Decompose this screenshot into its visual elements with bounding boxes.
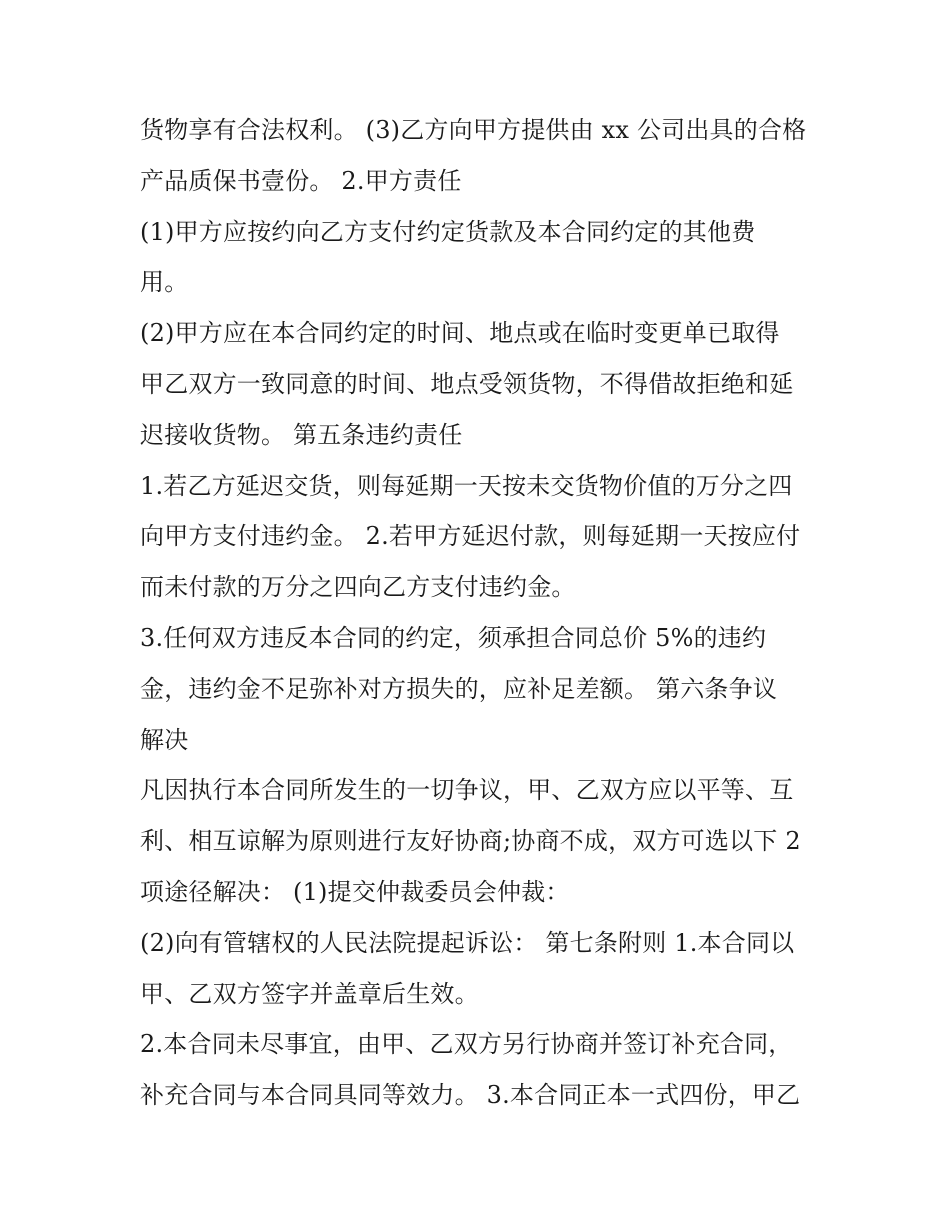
text-line: 3.任何双方违反本合同的约定，须承担合同总价 5%的违约 [140, 623, 767, 652]
text-line: 补充合同与本合同具同等效力。 3.本合同正本一式四份，甲乙 [140, 1081, 801, 1110]
text-line: 用。 [140, 268, 189, 297]
text-line: 金，违约金不足弥补对方损失的，应补足差额。 第六条争议 [140, 674, 778, 703]
text-line: (2)向有管辖权的人民法院提起诉讼： 第七条附则 1.本合同以 [140, 928, 795, 957]
text-line: 甲、乙双方签字并盖章后生效。 [140, 979, 479, 1008]
text-line: (2)甲方应在本合同约定的时间、地点或在临时变更单已取得 [140, 319, 780, 348]
text-line: 利、相互谅解为原则进行友好协商;协商不成，双方可选以下 2 [140, 827, 801, 856]
text-line: 货物享有合法权利。 (3)乙方向甲方提供由 xx 公司出具的合格 [140, 116, 807, 144]
text-line: 凡因执行本合同所发生的一切争议，甲、乙双方应以平等、互 [140, 776, 794, 805]
text-line: 而未付款的万分之四向乙方支付违约金。 [140, 573, 576, 602]
text-line: 解决 [140, 725, 189, 754]
text-line: 向甲方支付违约金。 2.若甲方延迟付款，则每延期一天按应付 [140, 522, 801, 551]
document-body [140, 105, 820, 1121]
text-line: 项途径解决： (1)提交仲裁委员会仲裁： [140, 877, 570, 906]
text-line: (1)甲方应按约向乙方支付约定货款及本合同约定的其他费 [140, 217, 756, 246]
text-line: 2.本合同未尽事宜，由甲、乙双方另行协商并签订补充合同， [140, 1030, 793, 1059]
text-line: 1.若乙方延迟交货，则每延期一天按未交货物价值的万分之四 [140, 471, 793, 500]
text-line: 产品质保书壹份。 2.甲方责任 [140, 166, 462, 195]
text-line: 甲乙双方一致同意的时间、地点受领货物，不得借故拒绝和延 [140, 369, 794, 398]
text-line: 迟接收货物。 第五条违约责任 [140, 420, 463, 449]
